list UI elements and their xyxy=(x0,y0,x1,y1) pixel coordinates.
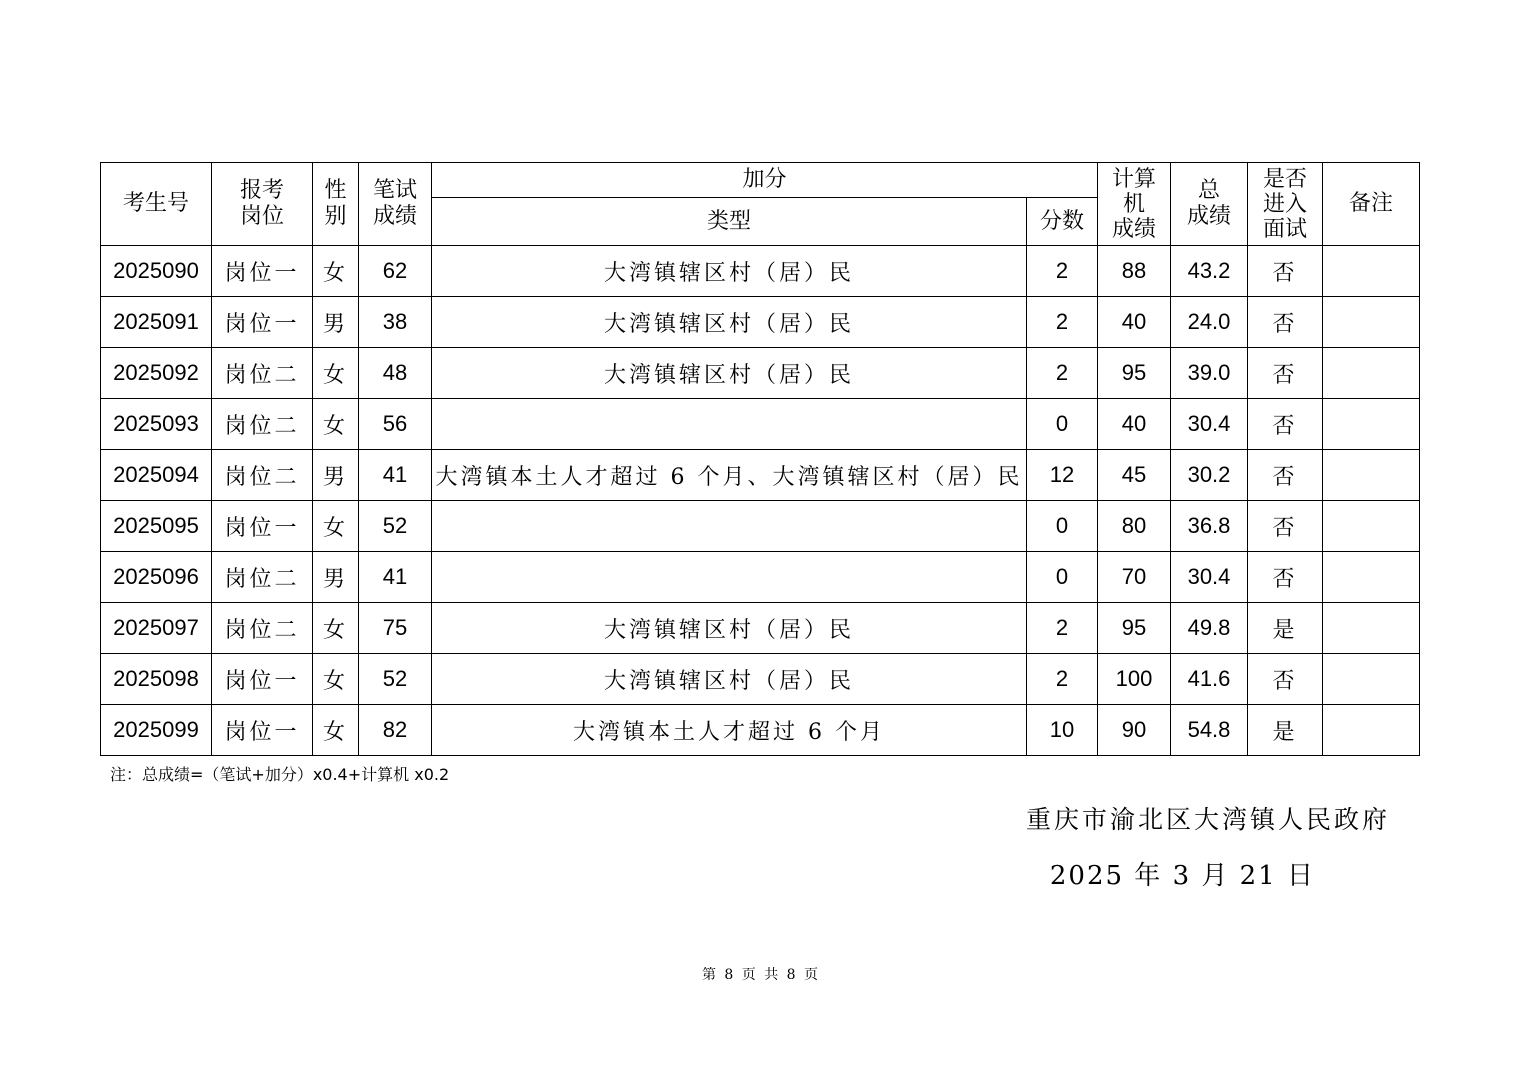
cell-remark xyxy=(1323,246,1420,297)
cell-post: 岗位一 xyxy=(212,297,313,348)
cell-written-score: 48 xyxy=(359,348,432,399)
cell-bonus-type: 大湾镇辖区村（居）民 xyxy=(432,603,1027,654)
score-table xyxy=(100,162,1420,756)
cell-remark xyxy=(1323,297,1420,348)
header-interview: 是否 进入 面试 xyxy=(1248,163,1323,246)
cell-exam-no: 2025097 xyxy=(101,603,212,654)
cell-bonus-type: 大湾镇辖区村（居）民 xyxy=(432,246,1027,297)
header-remark: 备注 xyxy=(1323,163,1420,246)
cell-exam-no: 2025091 xyxy=(101,297,212,348)
cell-remark xyxy=(1323,603,1420,654)
cell-interview: 否 xyxy=(1248,297,1323,348)
cell-bonus-type: 大湾镇本土人才超过 6 个月、大湾镇辖区村（居）民 xyxy=(432,450,1027,501)
cell-bonus-type: 大湾镇辖区村（居）民 xyxy=(432,654,1027,705)
cell-computer-score: 88 xyxy=(1098,246,1171,297)
header-gender: 性 别 xyxy=(313,163,359,246)
cell-written-score: 62 xyxy=(359,246,432,297)
cell-bonus-type: 大湾镇辖区村（居）民 xyxy=(432,348,1027,399)
cell-gender: 男 xyxy=(313,297,359,348)
header-row-1 xyxy=(101,163,1420,198)
cell-computer-score: 80 xyxy=(1098,501,1171,552)
cell-bonus-points: 2 xyxy=(1027,603,1098,654)
table-row xyxy=(101,348,1420,399)
cell-written-score: 41 xyxy=(359,450,432,501)
cell-written-score: 82 xyxy=(359,705,432,756)
cell-gender: 男 xyxy=(313,552,359,603)
cell-remark xyxy=(1323,450,1420,501)
cell-exam-no: 2025092 xyxy=(101,348,212,399)
cell-total-score: 24.0 xyxy=(1171,297,1248,348)
cell-computer-score: 40 xyxy=(1098,297,1171,348)
cell-computer-score: 95 xyxy=(1098,603,1171,654)
header-total-score: 总 成绩 xyxy=(1171,163,1248,246)
cell-exam-no: 2025096 xyxy=(101,552,212,603)
cell-total-score: 39.0 xyxy=(1171,348,1248,399)
cell-interview: 否 xyxy=(1248,450,1323,501)
header-bonus-points: 分数 xyxy=(1027,198,1098,246)
table-row xyxy=(101,399,1420,450)
cell-computer-score: 45 xyxy=(1098,450,1171,501)
cell-gender: 男 xyxy=(313,450,359,501)
cell-gender: 女 xyxy=(313,654,359,705)
cell-total-score: 54.8 xyxy=(1171,705,1248,756)
cell-post: 岗位一 xyxy=(212,501,313,552)
cell-computer-score: 100 xyxy=(1098,654,1171,705)
cell-post: 岗位一 xyxy=(212,705,313,756)
cell-exam-no: 2025099 xyxy=(101,705,212,756)
table-row xyxy=(101,654,1420,705)
cell-total-score: 30.4 xyxy=(1171,552,1248,603)
cell-remark xyxy=(1323,348,1420,399)
cell-gender: 女 xyxy=(313,705,359,756)
cell-bonus-points: 12 xyxy=(1027,450,1098,501)
cell-exam-no: 2025098 xyxy=(101,654,212,705)
cell-exam-no: 2025095 xyxy=(101,501,212,552)
table-row xyxy=(101,297,1420,348)
table-row xyxy=(101,450,1420,501)
cell-total-score: 43.2 xyxy=(1171,246,1248,297)
cell-written-score: 41 xyxy=(359,552,432,603)
cell-bonus-type xyxy=(432,501,1027,552)
issue-date: 2025 年 3 月 21 日 xyxy=(1049,861,1315,891)
cell-remark xyxy=(1323,399,1420,450)
cell-gender: 女 xyxy=(313,399,359,450)
header-computer-score: 计算 机 成绩 xyxy=(1098,163,1171,246)
cell-total-score: 30.2 xyxy=(1171,450,1248,501)
cell-written-score: 52 xyxy=(359,654,432,705)
cell-post: 岗位二 xyxy=(212,399,313,450)
cell-total-score: 36.8 xyxy=(1171,501,1248,552)
cell-remark xyxy=(1323,552,1420,603)
cell-computer-score: 70 xyxy=(1098,552,1171,603)
cell-written-score: 52 xyxy=(359,501,432,552)
cell-bonus-points: 2 xyxy=(1027,297,1098,348)
cell-exam-no: 2025090 xyxy=(101,246,212,297)
cell-written-score: 75 xyxy=(359,603,432,654)
cell-bonus-points: 10 xyxy=(1027,705,1098,756)
table-row xyxy=(101,246,1420,297)
cell-gender: 女 xyxy=(313,246,359,297)
cell-total-score: 49.8 xyxy=(1171,603,1248,654)
cell-bonus-type: 大湾镇辖区村（居）民 xyxy=(432,297,1027,348)
cell-interview: 否 xyxy=(1248,399,1323,450)
cell-gender: 女 xyxy=(313,603,359,654)
cell-bonus-points: 2 xyxy=(1027,246,1098,297)
header-bonus: 加分 xyxy=(432,163,1098,198)
cell-written-score: 56 xyxy=(359,399,432,450)
cell-post: 岗位一 xyxy=(212,654,313,705)
cell-interview: 否 xyxy=(1248,654,1323,705)
cell-computer-score: 95 xyxy=(1098,348,1171,399)
cell-post: 岗位二 xyxy=(212,603,313,654)
cell-bonus-type xyxy=(432,399,1027,450)
header-post: 报考 岗位 xyxy=(212,163,313,246)
table-row xyxy=(101,705,1420,756)
cell-gender: 女 xyxy=(313,501,359,552)
cell-total-score: 30.4 xyxy=(1171,399,1248,450)
cell-written-score: 38 xyxy=(359,297,432,348)
header-exam-no: 考生号 xyxy=(101,163,212,246)
cell-bonus-type xyxy=(432,552,1027,603)
cell-bonus-points: 0 xyxy=(1027,501,1098,552)
cell-post: 岗位二 xyxy=(212,552,313,603)
cell-interview: 是 xyxy=(1248,705,1323,756)
cell-post: 岗位一 xyxy=(212,246,313,297)
cell-interview: 否 xyxy=(1248,246,1323,297)
table-row xyxy=(101,501,1420,552)
cell-interview: 是 xyxy=(1248,603,1323,654)
cell-bonus-type: 大湾镇本土人才超过 6 个月 xyxy=(432,705,1027,756)
cell-bonus-points: 0 xyxy=(1027,399,1098,450)
cell-interview: 否 xyxy=(1248,552,1323,603)
score-table-body xyxy=(101,246,1420,756)
cell-interview: 否 xyxy=(1248,501,1323,552)
header-bonus-type: 类型 xyxy=(432,198,1027,246)
cell-computer-score: 90 xyxy=(1098,705,1171,756)
table-row xyxy=(101,603,1420,654)
cell-post: 岗位二 xyxy=(212,348,313,399)
cell-exam-no: 2025093 xyxy=(101,399,212,450)
cell-bonus-points: 0 xyxy=(1027,552,1098,603)
cell-post: 岗位二 xyxy=(212,450,313,501)
cell-bonus-points: 2 xyxy=(1027,654,1098,705)
cell-remark xyxy=(1323,654,1420,705)
cell-computer-score: 40 xyxy=(1098,399,1171,450)
score-formula-note: 注：总成绩=（笔试+加分）x0.4+计算机 x0.2 xyxy=(110,765,450,784)
cell-remark xyxy=(1323,501,1420,552)
cell-total-score: 41.6 xyxy=(1171,654,1248,705)
table-row xyxy=(101,552,1420,603)
cell-interview: 否 xyxy=(1248,348,1323,399)
cell-exam-no: 2025094 xyxy=(101,450,212,501)
cell-gender: 女 xyxy=(313,348,359,399)
header-written-score: 笔试 成绩 xyxy=(359,163,432,246)
cell-remark xyxy=(1323,705,1420,756)
issuer-name: 重庆市渝北区大湾镇人民政府 xyxy=(1025,805,1390,834)
page-number-footer: 第 8 页 共 8 页 xyxy=(701,967,819,983)
cell-bonus-points: 2 xyxy=(1027,348,1098,399)
